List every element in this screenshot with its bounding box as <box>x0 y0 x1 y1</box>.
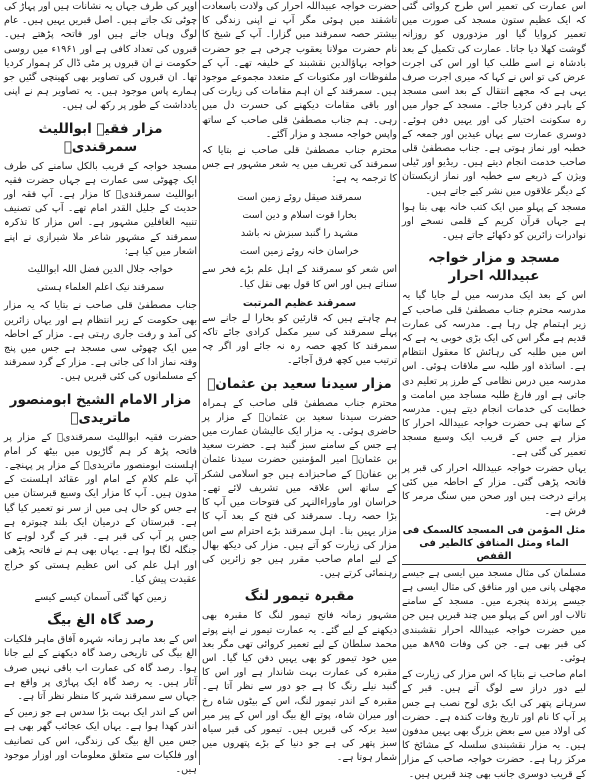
paragraph: اس کے بعد ایک مدرسہ میں لے جایا گیا یہ مدرسہ محترم جناب مصطفیٰ قلی صاحب کے زیر اہتمام چل رہا ہے۔ مدرسہ کی عمارت قدیم ہے مگر اس کی ایک بڑی خوبی یہ ہے کہ اس میں طلبہ کی رہائش کا معقول انتظام ہے۔ اساتذہ اور طلبہ سے ملاقات ہوئی۔ اس مدرسہ میں درس نظامی کے طرز پر تعلیم دی جاتی ہے اور فارغ طلبہ مساجد میں امامت و خطابت کی خدمات انجام دیتے ہیں۔ مدرسہ کے ساتھ ہی حضرت خواجہ عبیداللہ احرار کا مزار ہے جس کے قریب ایک وسیع مسجد تعمیر کی گئی ہے۔ <box>402 290 586 458</box>
paragraph: یہاں حضرت خواجہ عبیداللہ احرار کی قبر پر فاتحہ پڑھی گئی۔ مزار کے احاطہ میں کئی پرانے درخت ہیں اور صحن میں سنگ مرمر کا فرش ہے۔ <box>402 462 586 517</box>
paragraph: اوپر کی طرف جہاں یہ نشانات ہیں اور پہاڑ کی چوٹی تک جاتے ہیں۔ اصل قبریں یہیں ہیں۔ عام لوگ وہاں جاتے ہیں اور فاتحہ پڑھتے ہیں۔ قبروں کی تعداد کافی ہے اور ۱۹۶۱ء میں روسی حکومت نے ان قبروں پر مٹی ڈال کر ہموار کردیا تھا۔ ان قبروں کی تصاویر بھی کھینچی گئیں جو ہمارے پاس موجود ہیں۔ یہ تصاویر ہم نے اپنی یادداشت کے طور پر رکھ لی ہیں۔ <box>4 1 197 112</box>
verse-line: مشہد را گنبد سبزش نہ باشد <box>240 228 359 240</box>
paragraph: اس عمارت کی تعمیر اس طرح کروائی گئی کہ ایک عظیم ستون مسجد کی صورت میں تعمیر کروایا گیا اور مزدوروں کو روزانہ گوشت کھلا دیا جاتا۔ عمارت کی تکمیل کے بعد بادشاہ نے اسے طلب کیا اور اس کی اجرت عرض کی تو اس نے کہا کہ میری اجرت صرف یہی ہے کہ مجھے انتقال کے بعد اسی مسجد کے باہر دفن کردیا جائے۔ مسجد کے جوار میں رہ سکونت اختیار کی اور یہیں دفن ہوئے۔ دوسری عمارت سے یہاں عیدین اور جمعہ کے خطبہ اور نماز ہوتی ہے۔ جناب مصطفیٰ قلی صاحب خدمت انجام دیتے ہیں۔ ریڈیو اور ٹیلی ویژن کے ذریعے سے خطبہ اور نماز ازبکستان کے دیگر علاقوں میں نشر کیے جاتے ہیں۔ <box>402 1 586 197</box>
section-heading: رصد گاہ الغ بیگ <box>47 612 154 629</box>
paragraph: اس شعر کو سمرقند کے اہل علم بڑے فخر سے سناتے ہیں اور اس کا قول بھی نقل کیا۔ <box>202 264 397 290</box>
section-heading: مقبرہ تیمور لنگ <box>244 588 355 605</box>
verse-line: خراسان خانہ روئے زمین است <box>240 246 359 258</box>
paragraph: حضرت فقیہ ابواللیث سمرقندیؒ کے مزار پر فاتحہ پڑھ کر ہم گاڑیوں میں بیٹھ کر امام اہلسنت ابومنصور ماتریدیؒ کے مزار پر پہنچے۔ آپ علم کلام کے امام اور عقائد اہلسنت کے مدون ہیں۔ آپ کا مزار ایک وسیع قبرستان میں ہے جس کو حال ہی میں از سر نو تعمیر کیا گیا ہے۔ قبرستان کے درمیان ایک بلند چبوترہ ہے جس پر آپ کی قبر ہے۔ قبر کے گرد لوہے کا جنگلہ لگا ہوا ہے۔ یہاں بھی ہم نے فاتحہ پڑھی اور اہل علم کی اس عظیم ہستی کو خراج عقیدت پیش کیا۔ <box>4 431 197 585</box>
column-divider <box>199 0 200 765</box>
column-left <box>4 0 197 775</box>
section-heading: مزار سیدنا سعید بن عثمانؓ <box>207 375 392 392</box>
paragraph: مسلمان کی مثال مسجد میں ایسی ہے جیسے مچھلی پانی میں اور منافق کی مثال ایسی ہے جیسے پرندہ پنجرے میں۔ مسجد کے سامنے تالاب اور اس کے پہلو میں چند قبریں ہیں جن میں حضرت خواجہ عبیداللہ احرار نقشبندی کی قبر بھی ہے۔ جن کی وفات ۸۹۵ھ میں ہوئی۔ <box>402 567 587 664</box>
column-divider <box>399 0 400 765</box>
subheading: سمرقند عظیم المرتبت <box>242 297 357 309</box>
paragraph: حضرت خواجہ عبیداللہ احرار کی ولادت باسعادت تاشقند میں ہوئی مگر آپ نے اپنی زندگی کا بیشتر حصہ سمرقند میں گزارا۔ آپ کے شیخ کا نام حضرت مولانا یعقوب چرخی ہے جو حضرت خواجہ بہاؤالدین نقشبند کے خلیفہ تھے۔ آپ کے ملفوظات اور مکتوبات کے متعدد مجموعے موجود ہیں۔ سمرقند کے ان اہم مقامات کی زیارت کی اور باقی مقامات دیکھنے کی حسرت دل میں رہی۔ ہم جناب مصطفیٰ قلی صاحب کے ساتھ واپس خواجہ مسجد و مزار آگئے۔ <box>202 1 397 140</box>
column-right <box>402 0 587 780</box>
paragraph: ہم چاہتے ہیں کہ قارئین کو بخارا لے جانے سے پہلے سمرقند کی سیر مکمل کرادی جائے تاکہ سمرقند کا کچھ حصہ رہ نہ جائے اور اگر چہ ترتیب میں کچھ فرق آجائے۔ <box>202 312 397 367</box>
verse-line: سمرقند نیک اعلم العلماء ہستی <box>36 282 165 294</box>
verse-line: زمین کھا گئی آسمان کیسے کیسے <box>34 591 167 603</box>
section-heading: مزار الامام الشیخ ابومنصور ماتریدیؒ <box>9 391 192 426</box>
paragraph: اس کے اندر ایک بہت بڑا سدس ہے جو زمین کے اندر کھدا ہوا ہے۔ یہاں ایک عجائب گھر بھی ہے جس میں الغ بیگ کی زندگی، اس کی تصانیف اور فلکیات سے متعلق معلومات اور اوزار موجود ہیں۔ <box>4 707 197 775</box>
verse-line: سمرقند صیقل روئے زمین است <box>237 191 362 203</box>
paragraph: مسجد کے پہلو میں ایک کتب خانہ بھی بنا ہوا ہے جہاں قرآن کریم کے قلمی نسخے اور نوادرات زائرین کو دکھائے جاتے ہیں۔ <box>402 201 586 242</box>
section-heading: مسجد و مزار خواجہ عبیداللہ احرار <box>428 250 560 285</box>
paragraph: مشہور زمانہ فاتح تیمور لنگ کا مقبرہ بھی دیکھنے کے لیے گئے۔ یہ عمارت تیمور نے اپنے پوتے محمد سلطان کے لیے تعمیر کروائی تھی مگر بعد میں خود تیمور کو بھی یہیں دفن کیا گیا۔ اس مقبرہ کی عمارت بہت شاندار ہے اور اس کا گنبد نیلے رنگ کا ہے جو دور سے نظر آتا ہے۔ مقبرہ کے اندر تیمور لنگ، اس کے بیٹوں شاہ رخ اور میران شاہ، پوتے الغ بیگ اور اس کے پیر میر سید برکہ کی قبریں ہیں۔ تیمور کی قبر سیاہ سبز پتھر کی ہے جو دنیا کے بڑے پتھروں میں شمار ہوتا ہے۔ <box>202 610 397 764</box>
verse-line: بخارا قوت اسلام و دین است <box>242 209 357 221</box>
section-heading: مزار فقیہ ابواللیث سمرقندیؒ <box>38 120 163 155</box>
column-middle <box>202 0 397 765</box>
paragraph: محترم جناب مصطفیٰ قلی صاحب نے بتایا کہ سمرقند کی تعریف میں یہ شعر مشہور ہے جس کا ترجمہ یہ ہے: <box>202 145 397 185</box>
paragraph: اس کے بعد ماہر زمانہ شہرہ آفاق ماہر فلکیات الغ بیگ کی تاریخی رصد گاہ دیکھنے کے لیے جانا ہوا۔ رصد گاہ کی عمارت اب باقی نہیں صرف آثار ہیں۔ یہ رصد گاہ ایک پہاڑی پر واقع ہے جہاں سے سمرقند شہر کا منظر نظر آتا ہے۔ <box>4 634 197 702</box>
paragraph: امام صاحب نے بتایا کہ اس مزار کی زیارت کے لیے دور دراز سے لوگ آتے ہیں۔ قبر کے سرہانے پتھر کی ایک بڑی لوح نصب ہے جس پر آپ کا نام اور تاریخ وفات کندہ ہے۔ حضرت کی اولاد میں سے بعض بزرگ بھی یہیں مدفون ہیں۔ یہ مزار نقشبندی سلسلہ کے مشائخ کا مرکز رہا ہے۔ حضرت خواجہ صاحب کے مزار کے قریب دوسری جانب بھی چند قبریں ہیں۔ <box>402 669 586 780</box>
paragraph: مسجد خواجہ کے قریب بالکل سامنے کی طرف ایک چھوٹی سی عمارت ہے جہاں حضرت فقیہ ابواللیث سمرقندیؒ کا مزار ہے۔ آپ فقہ اور حدیث کے جلیل القدر امام تھے۔ آپ کی تصنیف تنبیہ الغافلین مشہور ہے۔ اس مزار کا تذکرہ سمرقند کے مشہور شاعر ملا شیرازی نے اپنے اشعار میں کیا ہے: <box>4 160 197 257</box>
verse-line: خواجہ جلال الدین فضل اللہ ابواللیث <box>27 264 174 276</box>
hadith-quote: مثل المؤمن فی المسجد کالسمک فی الماء ومثل المنافق کالطیر فی القفص <box>402 524 586 565</box>
paragraph: محترم جناب مصطفیٰ قلی صاحب کے ہمراہ حضرت سیدنا سعید بن عثمانؓ کے مزار پر حاضری ہوئی۔ یہ مزار ایک عالیشان عمارت میں ہے جس کے سامنے سبز گنبد ہے۔ حضرت سعید بن عثمانؓ امیر المؤمنین حضرت سیدنا عثمان بن عفانؓ کے صاحبزادے ہیں جو اسلامی لشکر کے ساتھ اس علاقہ میں تشریف لائے تھے۔ خراسان اور ماوراءالنہر کی فتوحات میں آپ کا بڑا حصہ رہا۔ سمرقند کی فتح کے بعد آپ کا مزار یہیں بنا۔ اہل سمرقند بڑے احترام سے اس مزار کی زیارت کو آتے ہیں۔ مزار کی دیکھ بھال کے لیے امام صاحب مقرر ہیں جو زائرین کی رہنمائی کرتے ہیں۔ <box>202 397 397 580</box>
paragraph: جناب مصطفیٰ قلی صاحب نے بتایا کہ یہ مزار بھی حکومت کے زیر انتظام ہے اور یہاں زائرین کی آمد و رفت جاری رہتی ہے۔ مزار کے احاطہ میں ایک چھوٹی سی مسجد ہے جس میں پنج وقتہ نماز ادا کی جاتی ہے۔ مزار کے گرد سمرقند کے مسلمانوں کی کئی قبریں ہیں۔ <box>4 300 197 383</box>
